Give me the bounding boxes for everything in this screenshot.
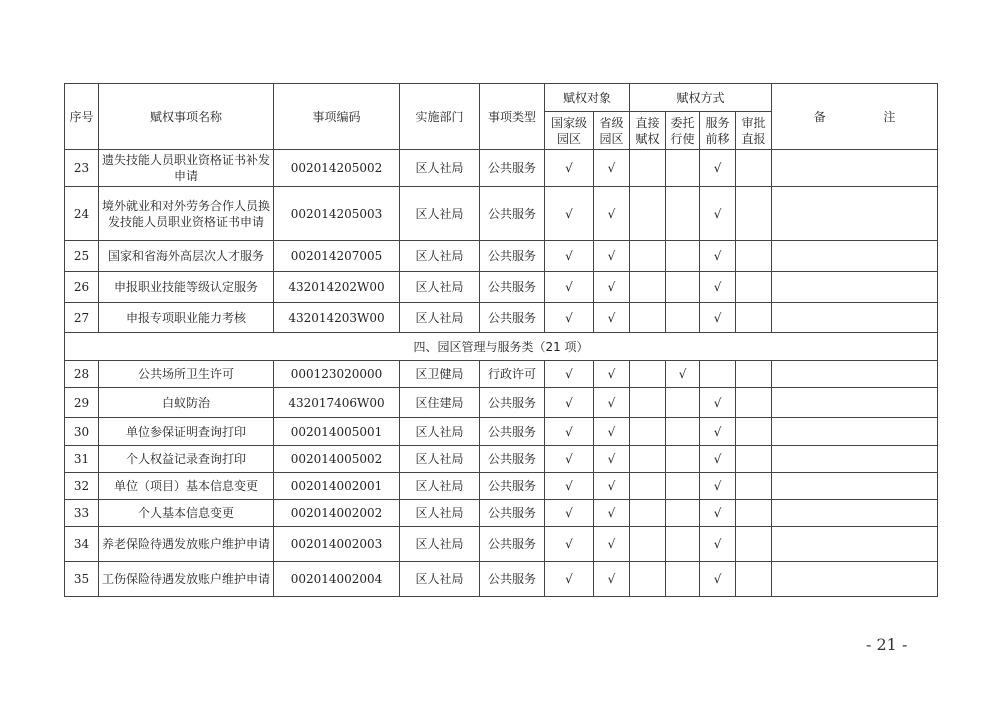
table-row xyxy=(65,388,938,418)
cell-code: 000123020000 xyxy=(274,361,400,388)
cell-direct xyxy=(630,527,666,562)
cell-type: 公共服务 xyxy=(480,527,545,562)
table-row xyxy=(65,562,938,597)
cell-direct xyxy=(630,150,666,187)
cell-dept: 区人社局 xyxy=(400,446,480,473)
cell-code: 002014002004 xyxy=(274,562,400,597)
cell-entrust: √ xyxy=(666,361,700,388)
cell-type: 公共服务 xyxy=(480,500,545,527)
header-type: 事项类型 xyxy=(480,84,545,150)
cell-remark xyxy=(772,272,938,303)
cell-approval xyxy=(736,241,772,272)
cell-direct xyxy=(630,473,666,500)
cell-code: 002014205002 xyxy=(274,150,400,187)
cell-service: √ xyxy=(700,418,736,446)
table-row xyxy=(65,241,938,272)
cell-code: 002014207005 xyxy=(274,241,400,272)
cell-entrust xyxy=(666,500,700,527)
cell-name: 单位（项目）基本信息变更 xyxy=(99,473,274,500)
cell-approval xyxy=(736,187,772,241)
cell-seq: 24 xyxy=(65,187,99,241)
table-body-a xyxy=(65,150,938,333)
header-method-direct: 直接赋权 xyxy=(630,112,666,150)
cell-national: √ xyxy=(545,446,594,473)
cell-name: 个人权益记录查询打印 xyxy=(99,446,274,473)
cell-type: 公共服务 xyxy=(480,562,545,597)
cell-direct xyxy=(630,418,666,446)
cell-type: 公共服务 xyxy=(480,303,545,333)
cell-entrust xyxy=(666,562,700,597)
cell-dept: 区人社局 xyxy=(400,500,480,527)
cell-type: 公共服务 xyxy=(480,388,545,418)
cell-name: 白蚁防治 xyxy=(99,388,274,418)
cell-approval xyxy=(736,388,772,418)
cell-remark xyxy=(772,187,938,241)
header-target-group: 赋权对象 xyxy=(545,84,630,112)
cell-seq: 28 xyxy=(65,361,99,388)
cell-provincial: √ xyxy=(594,388,630,418)
cell-provincial: √ xyxy=(594,527,630,562)
cell-approval xyxy=(736,272,772,303)
cell-provincial: √ xyxy=(594,187,630,241)
cell-name: 养老保险待遇发放账户维护申请 xyxy=(99,527,274,562)
cell-service: √ xyxy=(700,388,736,418)
cell-code: 002014002002 xyxy=(274,500,400,527)
cell-direct xyxy=(630,562,666,597)
cell-seq: 35 xyxy=(65,562,99,597)
header-method-service: 服务前移 xyxy=(700,112,736,150)
section-title: 四、园区管理与服务类（21 项） xyxy=(65,333,938,361)
cell-direct xyxy=(630,303,666,333)
table-body-b xyxy=(65,361,938,597)
header-dept: 实施部门 xyxy=(400,84,480,150)
cell-entrust xyxy=(666,527,700,562)
cell-seq: 32 xyxy=(65,473,99,500)
cell-service: √ xyxy=(700,187,736,241)
cell-national: √ xyxy=(545,361,594,388)
header-remark-a: 备 xyxy=(813,109,826,124)
cell-national: √ xyxy=(545,150,594,187)
cell-remark xyxy=(772,150,938,187)
table-row xyxy=(65,187,938,241)
cell-name: 遗失技能人员职业资格证书补发申请 xyxy=(99,150,274,187)
cell-remark xyxy=(772,562,938,597)
cell-entrust xyxy=(666,303,700,333)
cell-remark xyxy=(772,500,938,527)
cell-remark xyxy=(772,527,938,562)
cell-dept: 区卫健局 xyxy=(400,361,480,388)
cell-direct xyxy=(630,388,666,418)
cell-type: 公共服务 xyxy=(480,272,545,303)
cell-name: 申报职业技能等级认定服务 xyxy=(99,272,274,303)
cell-national: √ xyxy=(545,562,594,597)
cell-national: √ xyxy=(545,527,594,562)
cell-dept: 区人社局 xyxy=(400,150,480,187)
cell-dept: 区住建局 xyxy=(400,388,480,418)
header-name: 赋权事项名称 xyxy=(99,84,274,150)
cell-provincial: √ xyxy=(594,150,630,187)
cell-approval xyxy=(736,446,772,473)
cell-provincial: √ xyxy=(594,446,630,473)
cell-code: 432014203W00 xyxy=(274,303,400,333)
authorization-table xyxy=(64,83,938,597)
cell-remark xyxy=(772,361,938,388)
header-method-group: 赋权方式 xyxy=(630,84,772,112)
cell-dept: 区人社局 xyxy=(400,562,480,597)
header-target-provincial: 省级园区 xyxy=(594,112,630,150)
table-header xyxy=(65,84,938,150)
header-remark-b: 注 xyxy=(883,109,896,124)
cell-direct xyxy=(630,500,666,527)
cell-direct xyxy=(630,446,666,473)
cell-approval xyxy=(736,527,772,562)
header-seq: 序号 xyxy=(65,84,99,150)
cell-name: 国家和省海外高层次人才服务 xyxy=(99,241,274,272)
table-row xyxy=(65,361,938,388)
cell-national: √ xyxy=(545,473,594,500)
cell-provincial: √ xyxy=(594,500,630,527)
cell-national: √ xyxy=(545,418,594,446)
cell-direct xyxy=(630,241,666,272)
cell-name: 境外就业和对外劳务合作人员换发技能人员职业资格证书申请 xyxy=(99,187,274,241)
cell-approval xyxy=(736,562,772,597)
table-row xyxy=(65,527,938,562)
cell-dept: 区人社局 xyxy=(400,527,480,562)
cell-provincial: √ xyxy=(594,241,630,272)
table-row xyxy=(65,473,938,500)
cell-service: √ xyxy=(700,272,736,303)
cell-national: √ xyxy=(545,500,594,527)
cell-provincial: √ xyxy=(594,361,630,388)
cell-seq: 29 xyxy=(65,388,99,418)
cell-entrust xyxy=(666,473,700,500)
cell-dept: 区人社局 xyxy=(400,241,480,272)
cell-remark xyxy=(772,473,938,500)
table-row xyxy=(65,272,938,303)
cell-name: 申报专项职业能力考核 xyxy=(99,303,274,333)
cell-seq: 27 xyxy=(65,303,99,333)
cell-seq: 25 xyxy=(65,241,99,272)
cell-provincial: √ xyxy=(594,418,630,446)
cell-national: √ xyxy=(545,241,594,272)
table-row xyxy=(65,303,938,333)
cell-entrust xyxy=(666,187,700,241)
header-remark xyxy=(772,84,938,150)
cell-remark xyxy=(772,418,938,446)
cell-approval xyxy=(736,150,772,187)
cell-service xyxy=(700,361,736,388)
cell-entrust xyxy=(666,241,700,272)
cell-dept: 区人社局 xyxy=(400,473,480,500)
cell-seq: 23 xyxy=(65,150,99,187)
cell-service: √ xyxy=(700,446,736,473)
cell-type: 公共服务 xyxy=(480,418,545,446)
cell-entrust xyxy=(666,446,700,473)
cell-service: √ xyxy=(700,303,736,333)
cell-remark xyxy=(772,388,938,418)
cell-provincial: √ xyxy=(594,473,630,500)
table-row xyxy=(65,500,938,527)
cell-remark xyxy=(772,446,938,473)
table-row xyxy=(65,446,938,473)
cell-provincial: √ xyxy=(594,303,630,333)
cell-service: √ xyxy=(700,527,736,562)
header-target-national: 国家级园区 xyxy=(545,112,594,150)
cell-type: 公共服务 xyxy=(480,241,545,272)
cell-service: √ xyxy=(700,150,736,187)
header-code: 事项编码 xyxy=(274,84,400,150)
section-body xyxy=(65,333,938,361)
cell-entrust xyxy=(666,418,700,446)
cell-direct xyxy=(630,272,666,303)
cell-code: 002014005002 xyxy=(274,446,400,473)
cell-seq: 31 xyxy=(65,446,99,473)
cell-direct xyxy=(630,361,666,388)
cell-name: 公共场所卫生许可 xyxy=(99,361,274,388)
cell-national: √ xyxy=(545,187,594,241)
cell-entrust xyxy=(666,272,700,303)
cell-seq: 26 xyxy=(65,272,99,303)
cell-code: 002014002003 xyxy=(274,527,400,562)
cell-type: 公共服务 xyxy=(480,446,545,473)
cell-name: 工伤保险待遇发放账户维护申请 xyxy=(99,562,274,597)
cell-seq: 30 xyxy=(65,418,99,446)
cell-name: 单位参保证明查询打印 xyxy=(99,418,274,446)
cell-remark xyxy=(772,241,938,272)
cell-code: 432014202W00 xyxy=(274,272,400,303)
cell-service: √ xyxy=(700,500,736,527)
cell-code: 002014005001 xyxy=(274,418,400,446)
cell-type: 公共服务 xyxy=(480,150,545,187)
cell-approval xyxy=(736,418,772,446)
table-row xyxy=(65,150,938,187)
table-row xyxy=(65,418,938,446)
cell-provincial: √ xyxy=(594,272,630,303)
page-number: - 21 - xyxy=(866,635,908,654)
cell-seq: 33 xyxy=(65,500,99,527)
cell-approval xyxy=(736,303,772,333)
cell-code: 002014205003 xyxy=(274,187,400,241)
cell-provincial: √ xyxy=(594,562,630,597)
cell-name: 个人基本信息变更 xyxy=(99,500,274,527)
cell-entrust xyxy=(666,388,700,418)
cell-national: √ xyxy=(545,272,594,303)
cell-approval xyxy=(736,361,772,388)
cell-type: 公共服务 xyxy=(480,187,545,241)
cell-remark xyxy=(772,303,938,333)
cell-dept: 区人社局 xyxy=(400,187,480,241)
cell-national: √ xyxy=(545,388,594,418)
cell-code: 432017406W00 xyxy=(274,388,400,418)
cell-type: 公共服务 xyxy=(480,473,545,500)
cell-national: √ xyxy=(545,303,594,333)
header-method-entrust: 委托行使 xyxy=(666,112,700,150)
cell-dept: 区人社局 xyxy=(400,303,480,333)
cell-approval xyxy=(736,500,772,527)
cell-entrust xyxy=(666,150,700,187)
cell-service: √ xyxy=(700,562,736,597)
cell-service: √ xyxy=(700,473,736,500)
cell-approval xyxy=(736,473,772,500)
cell-seq: 34 xyxy=(65,527,99,562)
cell-service: √ xyxy=(700,241,736,272)
cell-dept: 区人社局 xyxy=(400,272,480,303)
cell-code: 002014002001 xyxy=(274,473,400,500)
cell-type: 行政许可 xyxy=(480,361,545,388)
cell-dept: 区人社局 xyxy=(400,418,480,446)
header-method-approval: 审批直报 xyxy=(736,112,772,150)
cell-direct xyxy=(630,187,666,241)
